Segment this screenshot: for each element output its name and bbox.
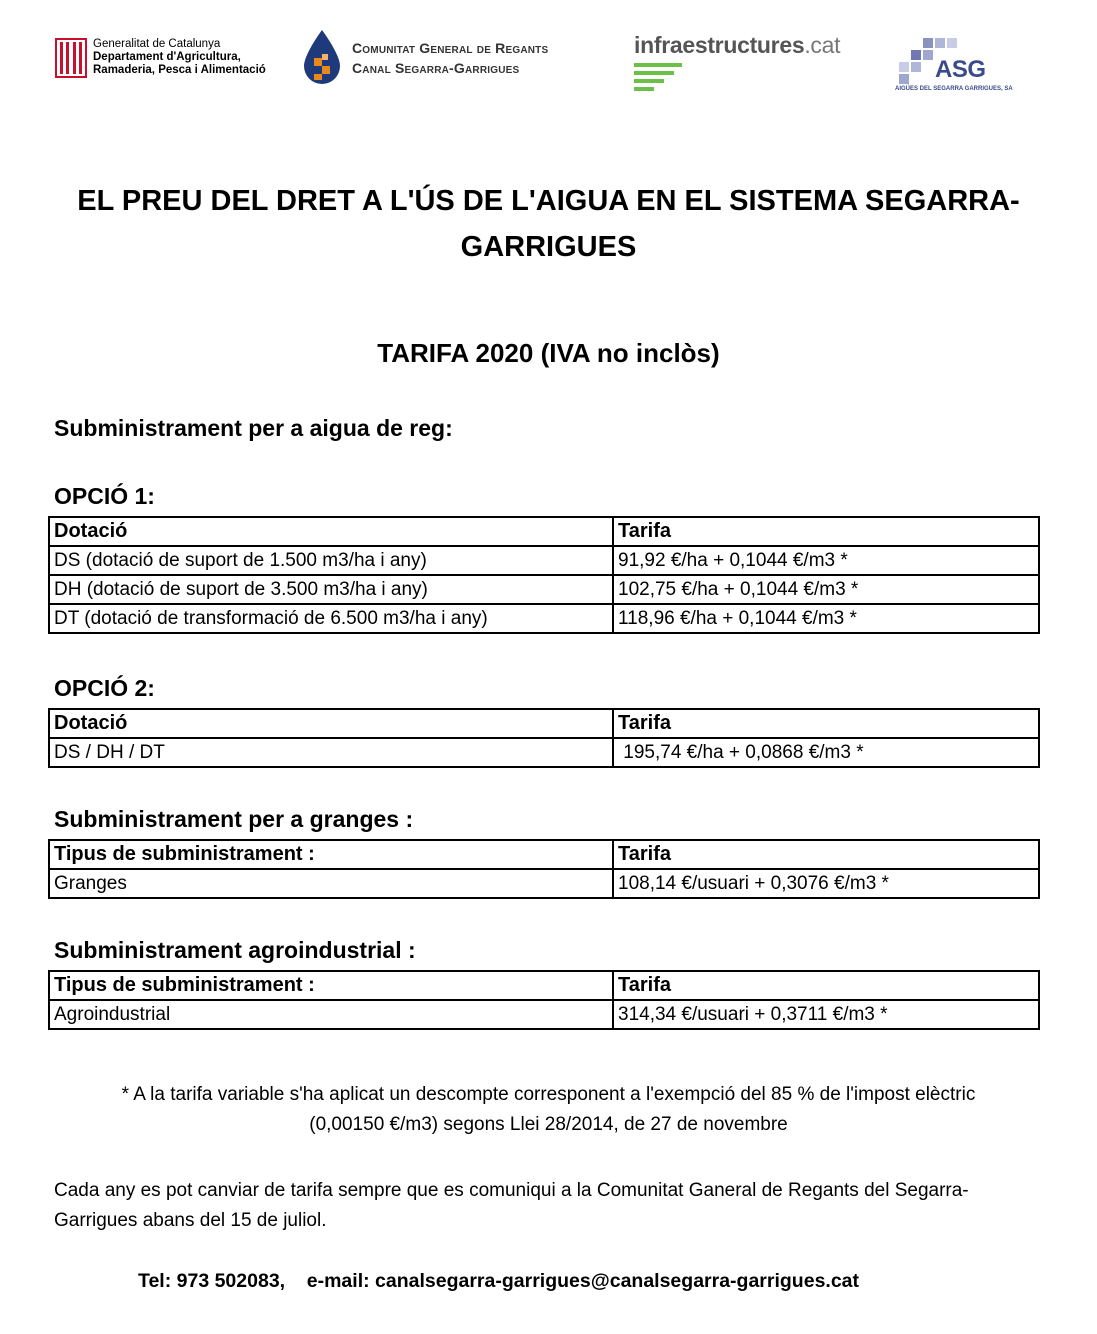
- table-row: [49, 546, 1039, 575]
- green-bars-icon: [634, 61, 694, 95]
- table-header-row: [49, 840, 1039, 869]
- farms-heading: Subministrament per a granges :: [54, 806, 414, 832]
- table-cell: Agroindustrial: [49, 1000, 613, 1029]
- asg-subtitle: AIGÜES DEL SEGARRA GARRIGUES, SA: [895, 86, 1013, 92]
- water-drop-icon: [300, 28, 344, 88]
- irrigation-heading: Subministrament per a aigua de reg:: [54, 415, 453, 441]
- table-cell: Granges: [49, 869, 613, 898]
- generalitat-logo: [55, 38, 266, 78]
- header-cell: Tipus de subministrament :: [49, 971, 613, 1000]
- header-cell: Tarifa: [613, 517, 1039, 546]
- asg-name: ASG: [935, 56, 986, 83]
- table-cell: DH (dotació de suport de 3.500 m3/ha i any): [49, 575, 613, 604]
- table-row: [49, 869, 1039, 898]
- option1-heading: OPCIÓ 1:: [54, 483, 155, 509]
- page-title: EL PREU DEL DRET A L'ÚS DE L'AIGUA EN EL SISTEMA SEGARRA-GARRIGUES: [77, 185, 1020, 263]
- table-cell: 102,75 €/ha + 0,1044 €/m3 *: [613, 575, 1039, 604]
- table-cell: 118,96 €/ha + 0,1044 €/m3 *: [613, 604, 1039, 633]
- table-cell: DS / DH / DT: [49, 738, 613, 767]
- table-cell: 91,92 €/ha + 0,1044 €/m3 *: [613, 546, 1039, 575]
- table-cell: 108,14 €/usuari + 0,3076 €/m3 *: [613, 869, 1039, 898]
- table-cell: 314,34 €/usuari + 0,3711 €/m3 *: [613, 1000, 1039, 1029]
- table-header-row: [49, 971, 1039, 1000]
- table-row: [49, 738, 1039, 767]
- infraestructures-logo: [634, 32, 840, 95]
- infra-name: infraestructures: [634, 32, 805, 58]
- table-row: [49, 575, 1039, 604]
- senyera-icon: [55, 38, 87, 78]
- comunitat-line1: Comunitat General de Regants: [352, 40, 549, 56]
- contact-info: Tel: 973 502083, e-mail: canalsegarra-garrigues@canalsegarra-garrigues.cat: [138, 1270, 860, 1292]
- agro-table: [48, 970, 1040, 1030]
- logo-bar: [0, 28, 1097, 108]
- header-cell: Tarifa: [613, 709, 1039, 738]
- comunitat-logo: [300, 28, 548, 88]
- header-cell: Tarifa: [613, 840, 1039, 869]
- tariff-change-notice: Cada any es pot canviar de tarifa sempre que es comuniqui a la Comunitat Ganeral de Regants del Segarra-Garrigues abans del 15 de juliol.: [54, 1180, 969, 1231]
- table-header-row: [49, 517, 1039, 546]
- table-header-row: [49, 709, 1039, 738]
- footnote-line1: * A la tarifa variable s'ha aplicat un descompte corresponent a l'exempció del 85 % de l'impost elèctric: [121, 1084, 976, 1105]
- agro-heading: Subministrament agroindustrial :: [54, 937, 416, 963]
- header-cell: Tarifa: [613, 971, 1039, 1000]
- table-row: [49, 604, 1039, 633]
- generalitat-line2: Departament d'Agricultura,: [93, 51, 241, 63]
- infra-suffix: .cat: [804, 32, 841, 58]
- table-cell: 195,74 €/ha + 0,0868 €/m3 *: [613, 738, 1039, 767]
- generalitat-line1: Generalitat de Catalunya: [93, 38, 221, 50]
- footnote-line2: (0,00150 €/m3) segons Llei 28/2014, de 27 de novembre: [309, 1114, 788, 1135]
- comunitat-line2: Canal Segarra-Garrigues: [352, 60, 520, 76]
- footnote: [40, 1080, 1057, 1140]
- page-subtitle: TARIFA 2020 (IVA no inclòs): [377, 338, 720, 368]
- header-cell: Dotació: [49, 709, 613, 738]
- option2-heading: OPCIÓ 2:: [54, 675, 155, 701]
- header-cell: Dotació: [49, 517, 613, 546]
- option1-table: [48, 516, 1040, 634]
- table-cell: DS (dotació de suport de 1.500 m3/ha i any): [49, 546, 613, 575]
- generalitat-line3: Ramaderia, Pesca i Alimentació: [93, 64, 266, 76]
- header-cell: Tipus de subministrament :: [49, 840, 613, 869]
- farms-table: [48, 839, 1040, 899]
- option2-table: [48, 708, 1040, 768]
- table-cell: DT (dotació de transformació de 6.500 m3/ha i any): [49, 604, 613, 633]
- table-row: [49, 1000, 1039, 1029]
